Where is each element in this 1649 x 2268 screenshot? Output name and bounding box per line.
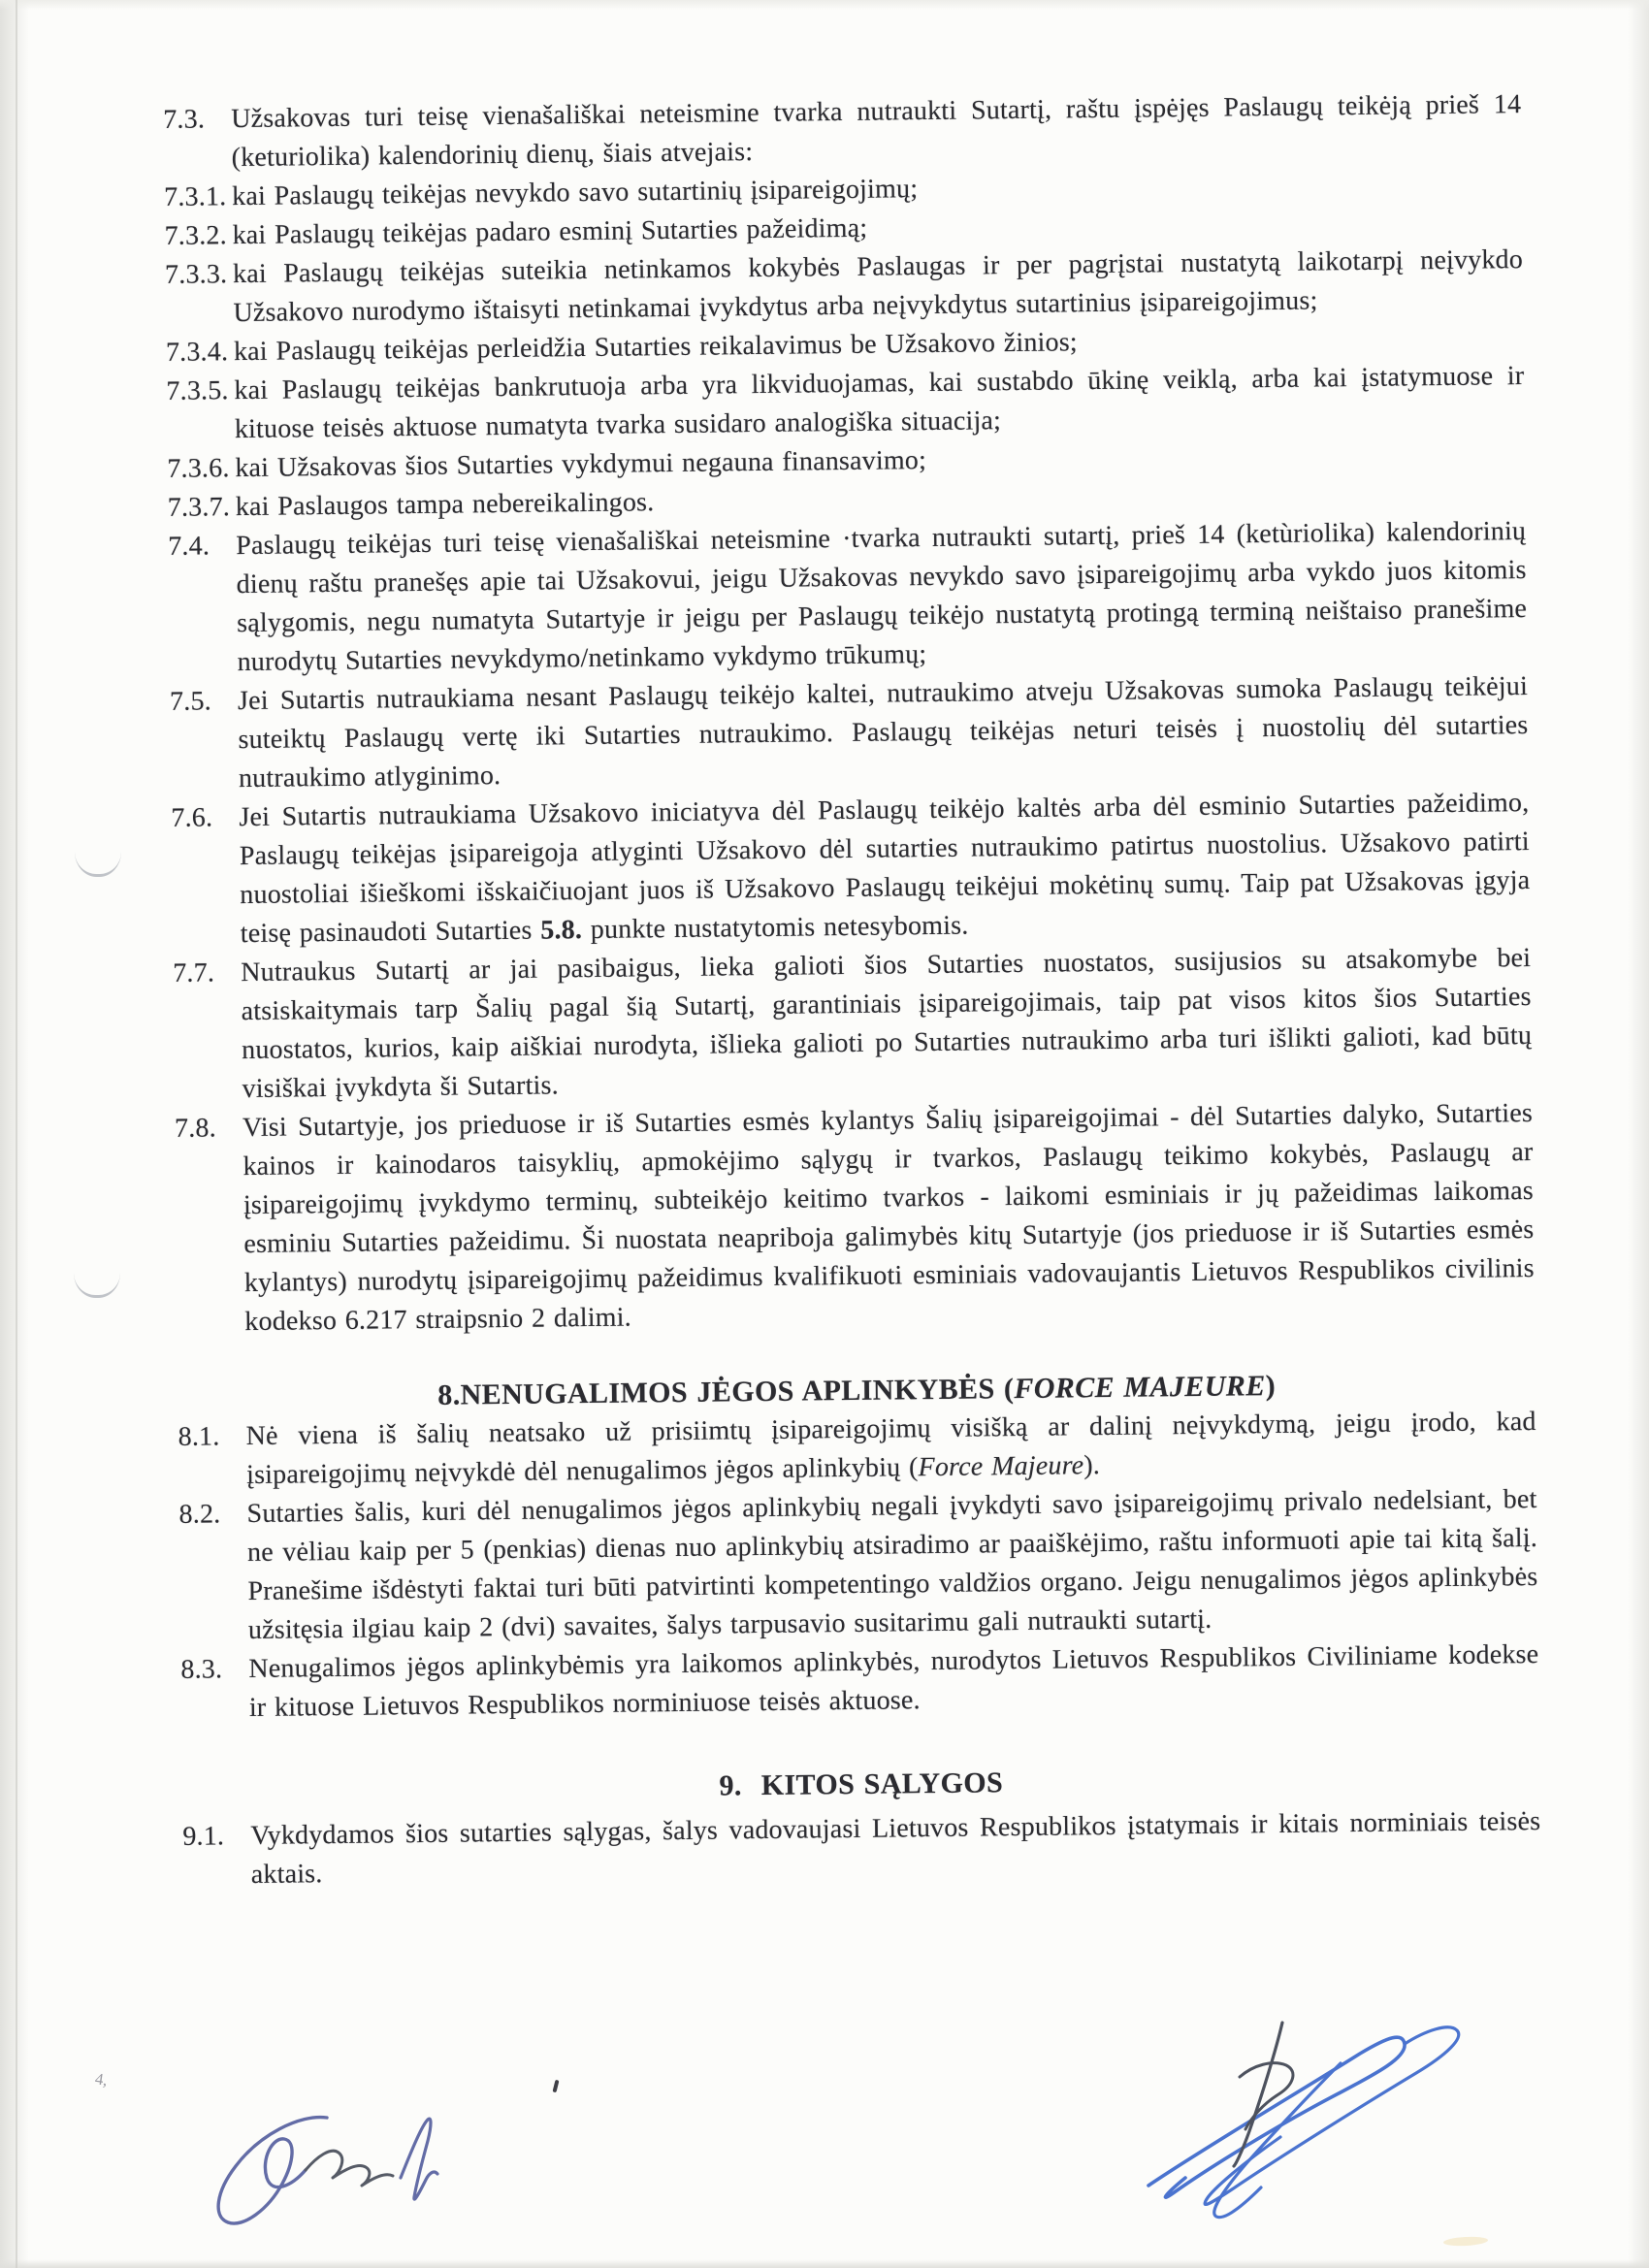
- clause-text-bold: 5.8.: [540, 915, 583, 946]
- clause-text: kai Paslaugų teikėjas suteikia netinkamos kokybės Paslaugas ir per pagrįstai nustatytą laikotarpį neįvykdo Užsakovo nurodymo ištaisyti netinkamai įvykdytus arba neįvykdytus sutartinius įsipareigojimus;: [232, 244, 1524, 329]
- clause-number: 7.3.6.: [167, 453, 230, 484]
- clause-number: 7.3.4.: [165, 337, 229, 368]
- clause-text: Nė viena iš šalių neatsako už prisiimtų įsipareigojimų visišką ar dalinį neįvykdymą, jeigu įrodo, kad įsipareigojimų neįvykdė dėl nenugalimos jėgos aplinkybių (: [245, 1406, 1536, 1491]
- clause-number: 8.3.: [180, 1654, 223, 1685]
- heading-italic-text: FORCE MAJEURE: [1014, 1370, 1266, 1406]
- clause-8-3: [180, 1636, 1539, 1729]
- clause-number: 7.3.5.: [166, 375, 229, 406]
- clause-9-1: [182, 1802, 1541, 1895]
- clause-8-2: [178, 1480, 1538, 1651]
- clause-text: Paslaugų teikėjas turi teisę vienašališkai neteismine ·tvarka nutraukti sutartį, prieš 14 (ketùriolika) kalendorinių dienų raštu pranešęs apie tai Užsakovui, jeigu Užsakovas nevykdo savo įsipareigojimų arba vykdo juos kitomis sąlygomis, negu numatyta Sutartyje ir jeigu per Paslaugų teikėjo nustatytą protingą terminą neištaiso pranešime nurodytų Sutarties nevykdymo/netinkamo vykdymo trūkumų;: [236, 516, 1528, 678]
- clause-text: Jei Sutartis nutraukiama nesant Paslaugų teikėjo kaltei, nutraukimo atveju Užsakovas sumoka Paslaugų teikėjui suteiktų Paslaugų vertę iki Sutarties nutraukimo. Paslaugų teikėjas neturi teisės į nuostolių dėl sutarties nutraukimo atlyginimo.: [237, 671, 1529, 794]
- clause-7-4: [168, 512, 1528, 683]
- clause-number: 7.3.1.: [163, 181, 227, 212]
- pencil-mark: 4,: [93, 2069, 110, 2090]
- clause-number: 7.5.: [169, 686, 212, 717]
- contract-text-block: [163, 85, 1541, 1895]
- clause-text: kai Paslaugų teikėjas nevykdo savo sutartinių įsipareigojimų;: [231, 174, 919, 212]
- clause-number: 7.4.: [168, 531, 210, 562]
- heading-text: 8.NENUGALIMOS JĖGOS APLINKYBĖS (: [437, 1373, 1015, 1411]
- clause-number: 7.3.: [163, 104, 206, 135]
- clause-text: kai Užsakovas šios Sutarties vykdymui negauna finansavimo;: [235, 445, 927, 484]
- clause-7-6: [171, 784, 1531, 955]
- signature-right: [1116, 1984, 1494, 2246]
- ink-mark: [552, 2080, 559, 2093]
- clause-text: Vykdydamos šios sutarties sąlygas, šalys vadovaujasi Lietuvos Respublikos įstatymais ir kitais norminiais teisės aktais.: [250, 1805, 1541, 1891]
- clause-7-8: [175, 1094, 1536, 1343]
- scan-edge-line: [16, 0, 17, 2268]
- clause-number: 7.3.2.: [164, 220, 228, 251]
- scan-edge-shadow-left: [0, 0, 29, 2268]
- clause-7-5: [170, 667, 1529, 799]
- clause-text: Nenugalimos jėgos aplinkybėmis yra laikomos aplinkybės, nurodytos Lietuvos Respublikos Civiliniame kodekse ir kituose Lietuvos Respublikos norminiuose teisės aktuose.: [248, 1638, 1539, 1724]
- clause-text: Nutraukus Sutartį ar jai pasibaigus, lieka galioti šios Sutarties nuostatos, susijusios su atsakomybe bei atsiskaitymais tarp Šalių pagal šią Sutartį, garantiniais įsipareigojimais, taip pat visos kitos šios Sutarties nuostatos, kurios, kaip aiškiai nurodyta, išlieka galioti po Sutarties nutraukimo arba turi išlikti galioti, kad būtų visiškai įvykdyta ši Sutartis.: [241, 943, 1533, 1105]
- clause-number: 7.3.3.: [164, 259, 228, 290]
- scan-edge-shadow-top: [0, 0, 1649, 10]
- clause-number: 8.1.: [178, 1421, 220, 1452]
- clause-text: Sutarties šalis, kuri dėl nenugalimos jėgos aplinkybių negali įvykdyti savo įsipareigojimų privalo nedelsiant, bet ne vėliau kaip per 5 (penkias) dienas nuo aplinkybių atsiradimo ar paaiškėjimo, raštu informuoti apie tai kitą šalį. Pranešime išdėstyti faktai turi būti patvirtinti kompetentingo valdžios organo. Jeigu nenugalimos jėgos aplinkybės užsitęsia ilgiau kaip 2 (dvi) savaites, šalys tarpusavio susitarimu gali nutraukti sutartį.: [246, 1483, 1538, 1646]
- punch-hole-mark: [75, 852, 121, 877]
- clause-text: kai Paslaugų teikėjas bankrutuoja arba yra likviduojamas, kai sustabdo ūkinę veiklą, arba kai įstatymuose ir kituose teisės aktuose numatyta tvarka susidaro analogiška situacija;: [234, 361, 1525, 445]
- clause-text: kai Paslaugos tampa nebereikalingos.: [235, 487, 655, 523]
- signature-left: [199, 2081, 490, 2236]
- punch-hole-mark: [74, 1273, 120, 1298]
- clause-text: kai Paslaugų teikėjas padaro esminį Sutarties pažeidimą;: [232, 212, 868, 251]
- scan-edge-shadow-bottom: [0, 2259, 1649, 2268]
- clause-number: 9.1.: [182, 1821, 225, 1852]
- scan-edge-shadow-right: [1628, 0, 1649, 2268]
- clause-text: Visi Sutartyje, jos prieduose ir iš Sutarties esmės kylantys Šalių įsipareigojimai - dėl Sutarties dalyko, Sutarties kainos ir kainodaros taisyklių, apmokėjimo sąlygų ir tvarkos, Paslaugų teikimo kokybės, Paslaugų ar įsipareigojimų įvykdymo terminų, subteikėjo keitimo tvarkos - laikomi esminiais ir jų pažeidimas laikomas esminiu Sutarties pažeidimu. Ši nuostata neapriboja galimybės kitų Sutartyje (jos prieduose ir iš Sutarties esmės kylantys) nurodytų įsipareigojimų pažeidimus kvalifikuoti esminiais vadovaujantis Lietuvos Respublikos civilinis kodekso 6.217 straipsnio 2 dalimi.: [242, 1097, 1535, 1338]
- heading-text: ): [1265, 1370, 1277, 1403]
- clause-text: kai Paslaugų teikėjas perleidžia Sutarties reikalavimus be Užsakovo žinios;: [233, 327, 1078, 368]
- clause-number: 7.6.: [171, 802, 213, 833]
- clause-text: Jei Sutartis nutraukiama Užsakovo iniciatyva dėl Paslaugų teikėjo kaltės arba dėl esminio Sutarties pažeidimo, Paslaugų teikėjas įsipareigoja atlyginti Užsakovo dėl sutarties nutraukimo patirtus nuostolius. Užsakovo patirti nuostoliai išieškomi išskaičiuojant juos iš Užsakovo Paslaugų teikėjui mokėtinų sumų. Taip pat Užsakovas įgyja teisę pasinaudoti Sutarties: [239, 788, 1531, 950]
- clause-text: ).: [1083, 1450, 1101, 1481]
- clause-text: punkte nustatytomis netesybomis.: [581, 910, 969, 946]
- clause-number: 8.2.: [178, 1499, 221, 1530]
- clause-number: 7.7.: [173, 957, 215, 988]
- clause-number: 7.8.: [174, 1113, 217, 1144]
- clause-number: 7.3.7.: [167, 492, 231, 523]
- clause-text-italic: Force Majeure: [918, 1450, 1084, 1483]
- clause-text: Užsakovas turi teisę vienašališkai neteismine tvarka nutraukti Sutartį, raštu įspėjęs Paslaugų teikėją prieš 14 (keturiolika) kalendorinių dienų, šiais atvejais:: [231, 89, 1522, 174]
- heading-text: KITOS SĄLYGOS: [760, 1766, 1004, 1802]
- heading-number: 9.: [719, 1769, 742, 1802]
- clause-7-7: [173, 939, 1533, 1110]
